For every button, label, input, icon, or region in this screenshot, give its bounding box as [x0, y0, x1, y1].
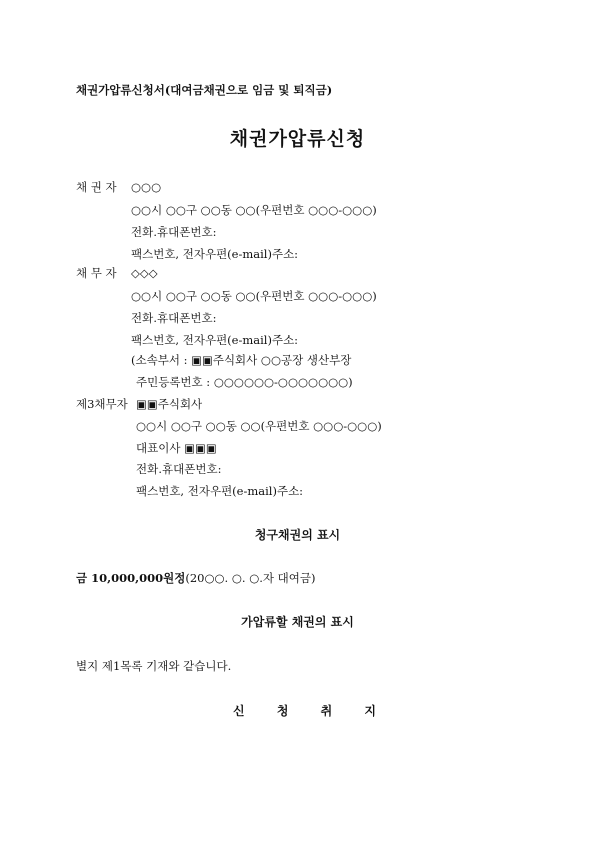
- third-debtor-name: ▣▣주식회사: [136, 397, 203, 411]
- seized-text: 별지 제1목록 기재와 같습니다.: [76, 659, 232, 673]
- claim-line: [76, 571, 315, 585]
- debtor-address: ○○시 ○○구 ○○동 ○○(우편번호 ○○○-○○○): [131, 289, 377, 303]
- creditor-fax-email: 팩스번호, 전자우편(e-mail)주소:: [131, 247, 299, 261]
- seized-section-title: 가압류할 채권의 표시: [241, 615, 354, 629]
- page-title: 채권가압류신청: [229, 128, 366, 150]
- claim-amount: 금 10,000,000원정: [76, 571, 186, 585]
- debtor-fax-email: 팩스번호, 전자우편(e-mail)주소:: [131, 333, 299, 347]
- claim-detail: (20○○. ○. ○.자 대여금): [185, 571, 316, 585]
- third-debtor-label: 제3채무자: [76, 397, 128, 411]
- third-debtor-phone: 전화․휴대폰번호:: [136, 462, 222, 476]
- creditor-label: 채 권 자: [76, 180, 117, 194]
- third-debtor-representative: 대표이사 ▣▣▣: [136, 441, 217, 455]
- debtor-resident-number: 주민등록번호 : ○○○○○○-○○○○○○○): [136, 375, 353, 389]
- creditor-address: ○○시 ○○구 ○○동 ○○(우편번호 ○○○-○○○): [131, 203, 377, 217]
- purpose-title: 신 청 취 지: [233, 704, 390, 718]
- debtor-phone: 전화․휴대폰번호:: [131, 311, 217, 325]
- document-header: 채권가압류신청서(대여금채권으로 임금 및 퇴직금): [76, 83, 333, 97]
- debtor-label: 채 무 자: [76, 266, 117, 280]
- third-debtor-fax-email: 팩스번호, 전자우편(e-mail)주소:: [136, 484, 304, 498]
- claim-section-title: 청구채권의 표시: [254, 528, 341, 542]
- third-debtor-address: ○○시 ○○구 ○○동 ○○(우편번호 ○○○-○○○): [136, 419, 382, 433]
- debtor-affiliation: (소속부서 : ▣▣주식회사 ○○공장 생산부장: [131, 353, 352, 367]
- creditor-name: ○○○: [131, 180, 162, 194]
- debtor-name: ◇◇◇: [131, 266, 158, 280]
- creditor-phone: 전화․휴대폰번호:: [131, 225, 217, 239]
